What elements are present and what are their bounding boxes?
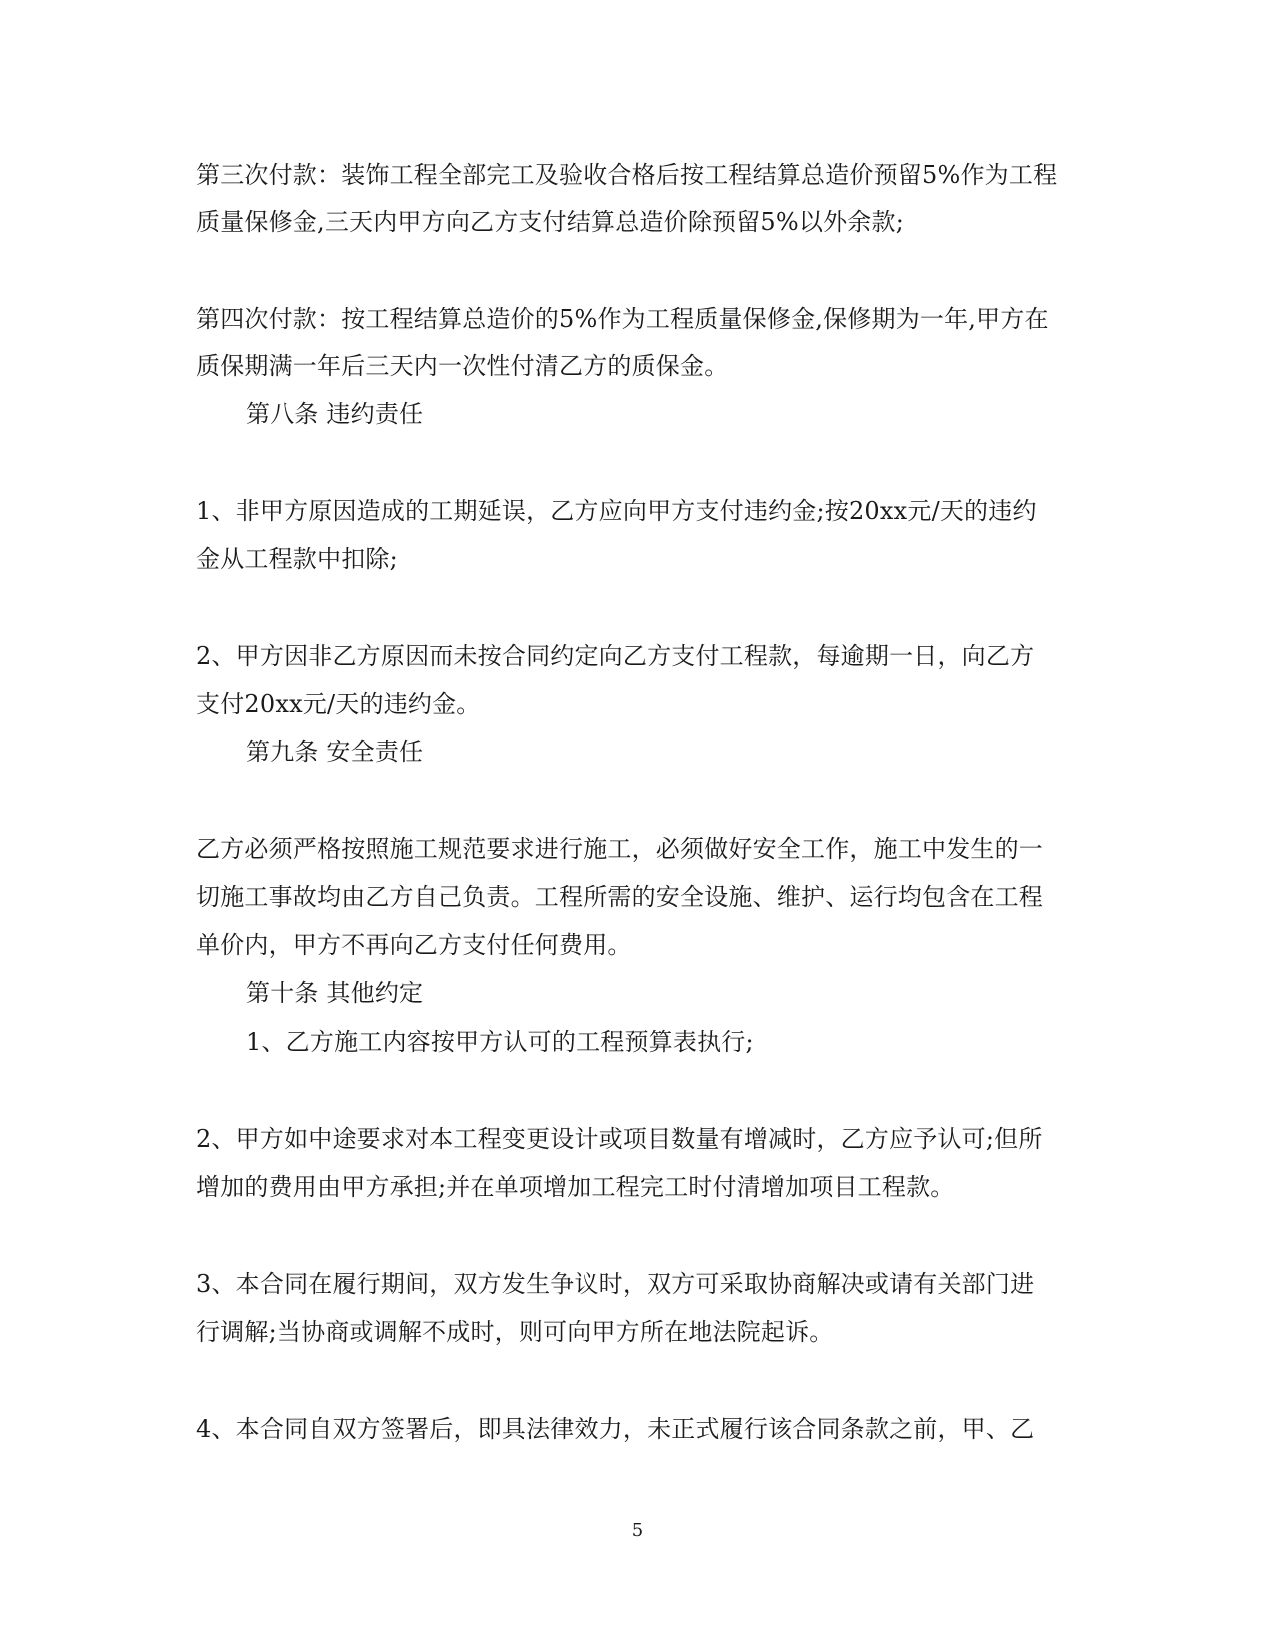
article-8-item-1-line-2: 金从工程款中扣除; <box>196 545 398 573</box>
page-number: 5 <box>631 1520 644 1541</box>
paragraph-fourth-payment-line-1: 第四次付款：按工程结算总造价的5%作为工程质量保修金,保修期为一年,甲方在 <box>196 305 1049 333</box>
article-10-item-1: 1、乙方施工内容按甲方认可的工程预算表执行; <box>246 1028 754 1056</box>
paragraph-third-payment-line-2: 质量保修金,三天内甲方向乙方支付结算总造价除预留5%以外余款; <box>196 208 904 236</box>
article-10-item-3-line-1: 3、本合同在履行期间，双方发生争议时，双方可采取协商解决或请有关部门进 <box>196 1270 1035 1298</box>
article-10-item-4-line-1: 4、本合同自双方签署后，即具法律效力，未正式履行该合同条款之前，甲、乙 <box>196 1415 1035 1443</box>
paragraph-fourth-payment-line-2: 质保期满一年后三天内一次性付清乙方的质保金。 <box>196 352 729 380</box>
article-10-item-2-line-2: 增加的费用由甲方承担;并在单项增加工程完工时付清增加项目工程款。 <box>196 1173 955 1201</box>
article-8-item-2-line-1: 2、甲方因非乙方原因而未按合同约定向乙方支付工程款，每逾期一日，向乙方 <box>196 642 1035 670</box>
article-8-heading: 第八条 违约责任 <box>246 400 424 428</box>
article-9-body-line-1: 乙方必须严格按照施工规范要求进行施工，必须做好安全工作，施工中发生的一 <box>196 835 1043 863</box>
article-8-item-1-line-1: 1、非甲方原因造成的工期延误，乙方应向甲方支付违约金;按20xx元/天的违约 <box>196 497 1037 525</box>
article-10-item-2-line-1: 2、甲方如中途要求对本工程变更设计或项目数量有增减时，乙方应予认可;但所 <box>196 1125 1043 1153</box>
article-9-body-line-3: 单价内，甲方不再向乙方支付任何费用。 <box>196 931 632 959</box>
article-10-heading: 第十条 其他约定 <box>246 979 424 1007</box>
article-9-body-line-2: 切施工事故均由乙方自己负责。工程所需的安全设施、维护、运行均包含在工程 <box>196 883 1043 911</box>
article-8-item-2-line-2: 支付20xx元/天的违约金。 <box>196 690 481 718</box>
article-10-item-3-line-2: 行调解;当协商或调解不成时，则可向甲方所在地法院起诉。 <box>196 1318 834 1346</box>
paragraph-third-payment-line-1: 第三次付款：装饰工程全部完工及验收合格后按工程结算总造价预留5%作为工程 <box>196 161 1058 189</box>
article-9-heading: 第九条 安全责任 <box>246 738 424 766</box>
